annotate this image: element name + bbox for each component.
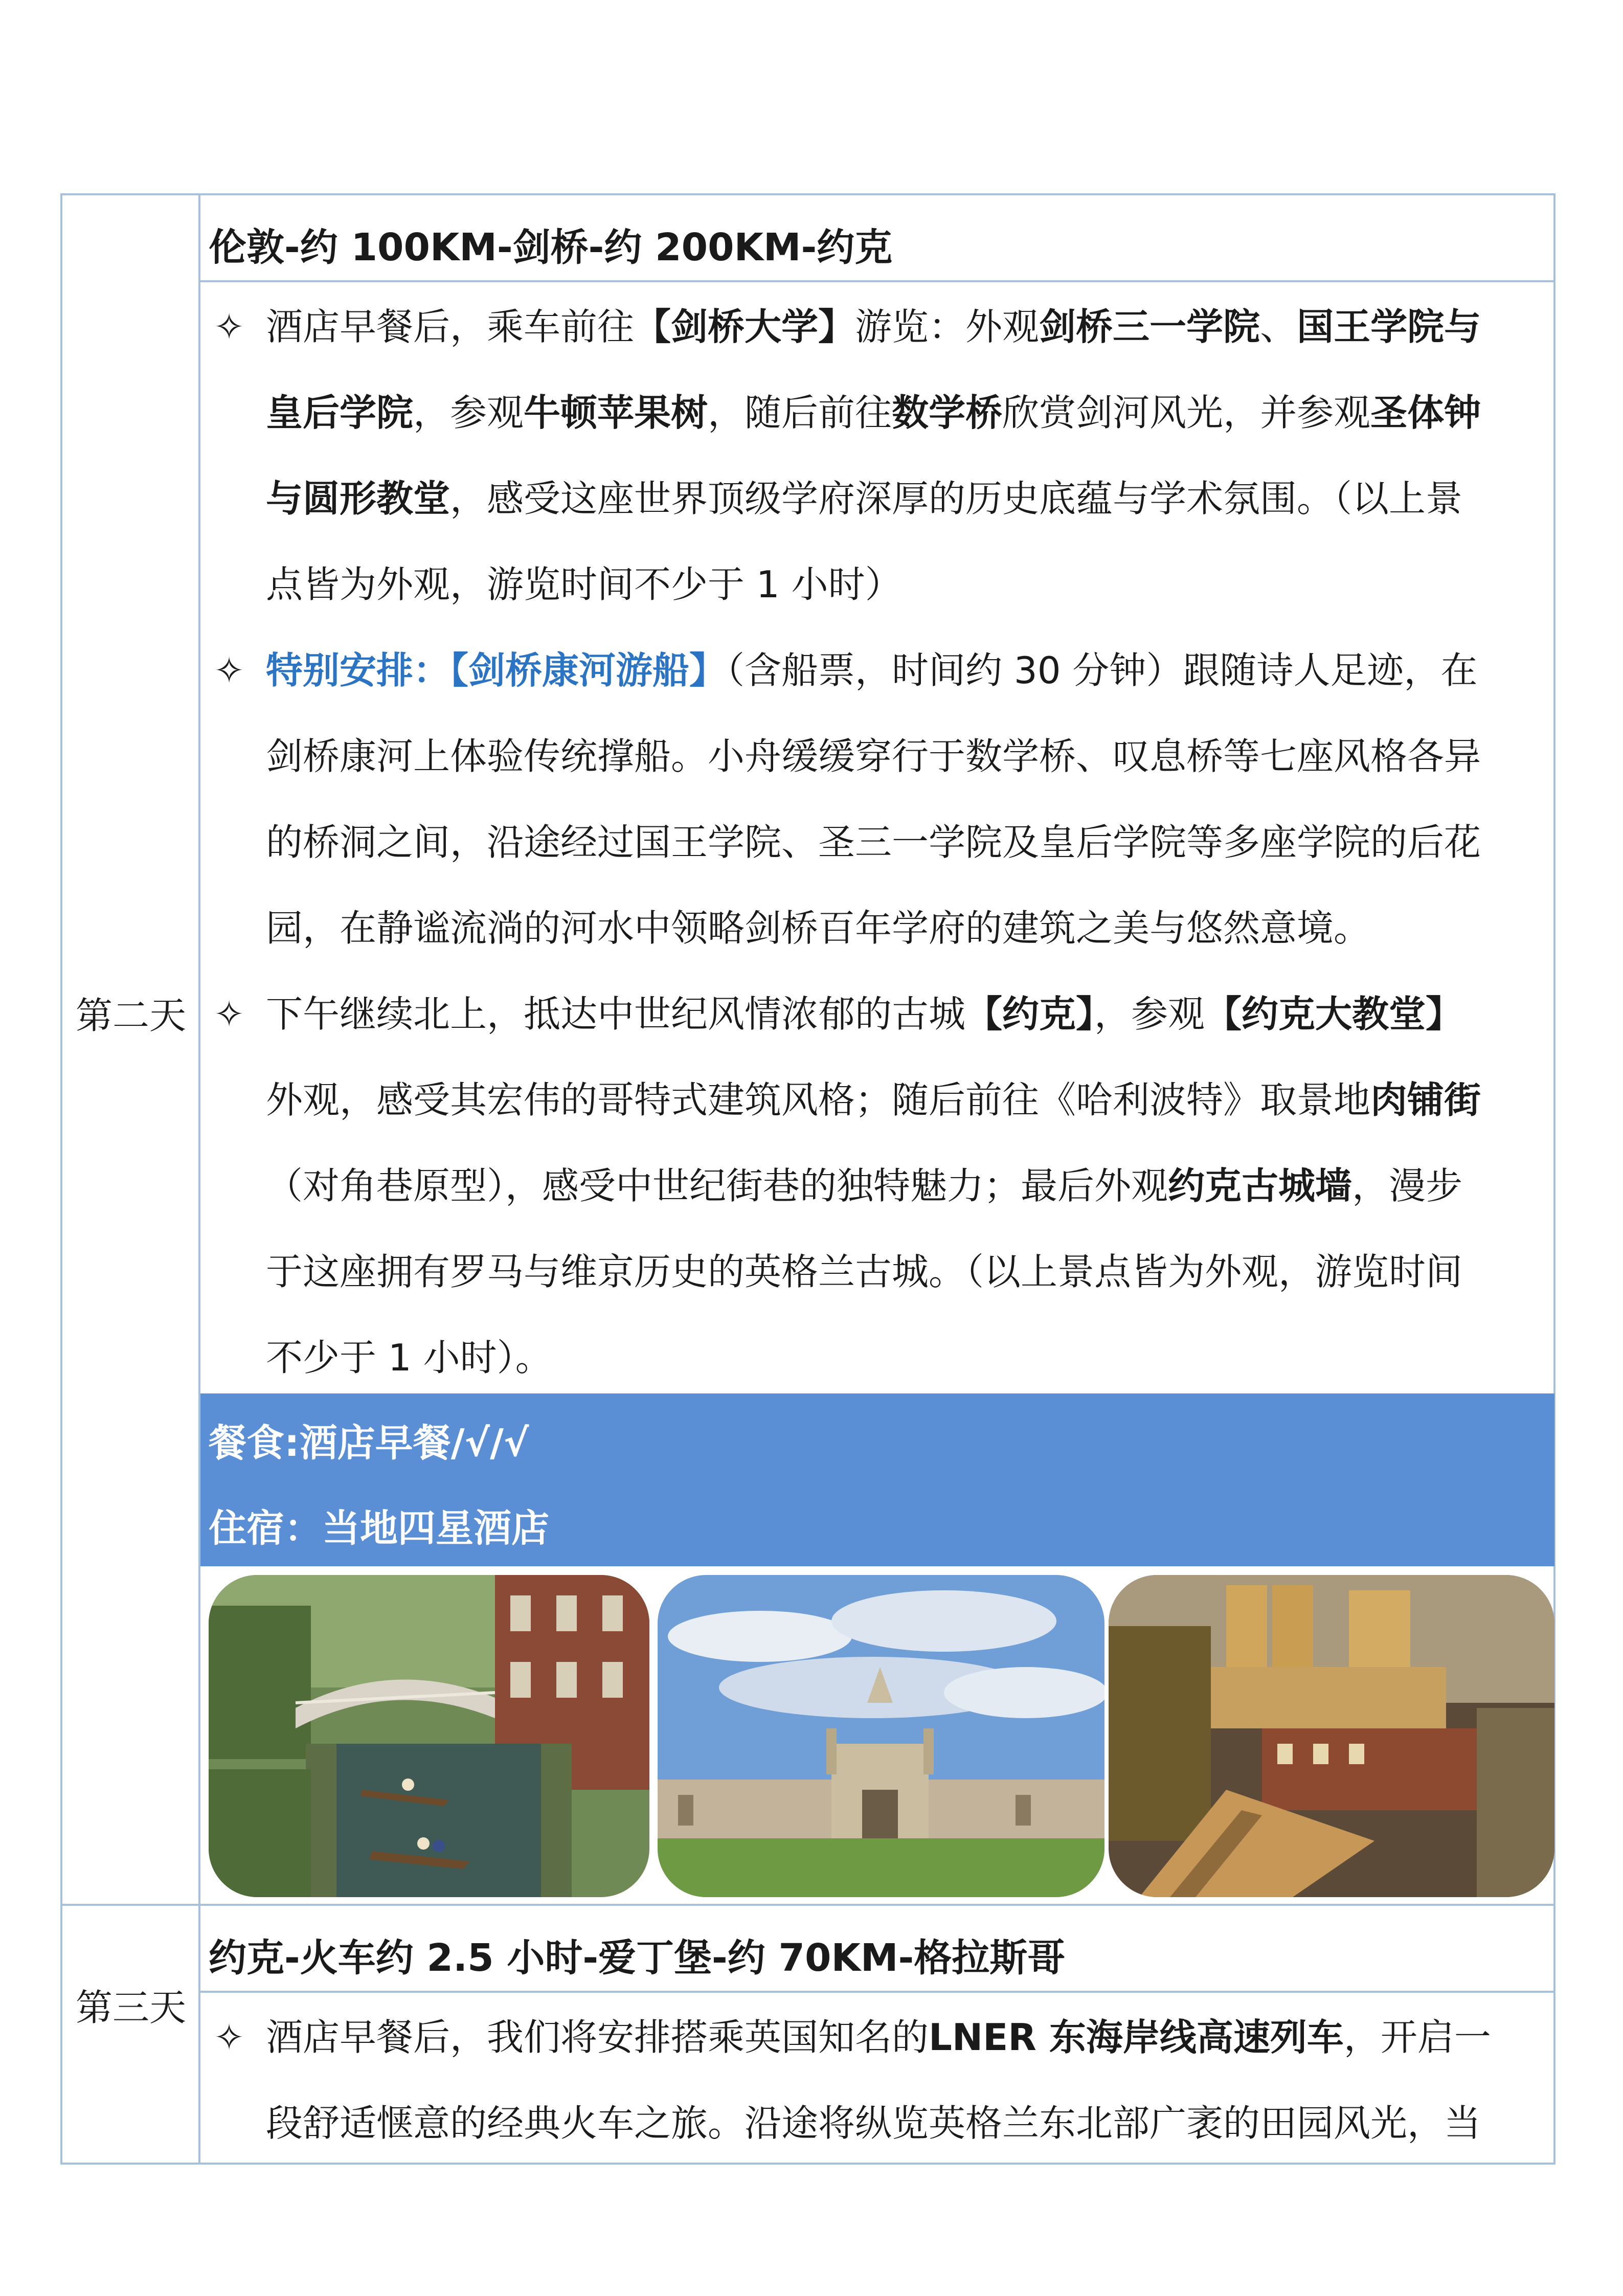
day2-route-title: 伦敦-约 100KM-剑桥-约 200KM-约克 <box>209 226 893 269</box>
sparkle-bullet-icon: ✧ <box>213 2016 245 2059</box>
day3-route-divider <box>198 1991 1556 1993</box>
photo-cambridge-mathematical-bridge <box>209 1575 649 1897</box>
lodging-info: 住宿：当地四星酒店 <box>209 1506 549 1550</box>
day-divider <box>60 1904 1556 1906</box>
table-border-left <box>60 193 62 2165</box>
table-column-divider <box>198 193 200 2165</box>
table-border-top <box>60 193 1556 195</box>
day3-route-title: 约克-火车约 2.5 小时-爱丁堡-约 70KM-格拉斯哥 <box>209 1936 1066 1980</box>
day2-paragraph-york: ✧ 下午继续北上，抵达中世纪风情浓郁的古城【约克】，参观【约克大教堂】 外观，感受其宏伟的哥特式建筑风格；随后前往《哈利波特》取景地肉铺街 （对角巷原型），感受中世纪街巷的独特魅力；最后外观约克古城墙，漫步 于这座拥有罗马与维京历史的英格兰古城。（以上景点皆为外观，游览时间 不少于 1 小时）。 <box>209 971 1548 1401</box>
special-arrangement-highlight: 特别安排：【剑桥康河游船】 <box>266 649 727 692</box>
sparkle-bullet-icon: ✧ <box>213 649 245 692</box>
day2-paragraph-cambridge: ✧ 酒店早餐后，乘车前往【剑桥大学】游览：外观剑桥三一学院、国王学院与 皇后学院，参观牛顿苹果树，随后前往数学桥欣赏剑河风光，并参观圣体钟 与圆形教堂，感受这座世界顶级学府深厚的历史底蕴与学术氛围。（以上景 点皆为外观，游览时间不少于 1 小时） <box>209 284 1548 627</box>
day2-label: 第二天 <box>75 994 186 1037</box>
photo-york-minster <box>1109 1575 1554 1897</box>
day3-paragraph-train: ✧ 酒店早餐后，我们将安排搭乘英国知名的LNER 东海岸线高速列车，开启一 段舒适惬意的经典火车之旅。沿途将纵览英格兰东北部广袤的田园风光，当 <box>209 1994 1548 2166</box>
day2-paragraph-punting: ✧ 特别安排：【剑桥康河游船】（含船票，时间约 30 分钟）跟随诗人足迹，在 剑桥康河上体验传统撑船。小舟缓缓穿行于数学桥、叹息桥等七座风格各异 的桥洞之间，沿途经过国王学院、圣三一学院及皇后学院等多座学院的后花 园，在静谧流淌的河水中领略剑桥百年学府的建筑之美与悠然意境。 <box>209 627 1548 971</box>
table-border-right <box>1553 193 1556 2165</box>
sparkle-bullet-icon: ✧ <box>213 993 245 1036</box>
day3-label: 第三天 <box>75 1986 186 2029</box>
photo-kings-college <box>658 1575 1104 1897</box>
sparkle-bullet-icon: ✧ <box>213 305 245 348</box>
meals-lodging-band <box>200 1393 1554 1566</box>
day2-route-divider <box>198 280 1556 282</box>
meals-info: 餐食:酒店早餐/√/√ <box>209 1421 529 1465</box>
